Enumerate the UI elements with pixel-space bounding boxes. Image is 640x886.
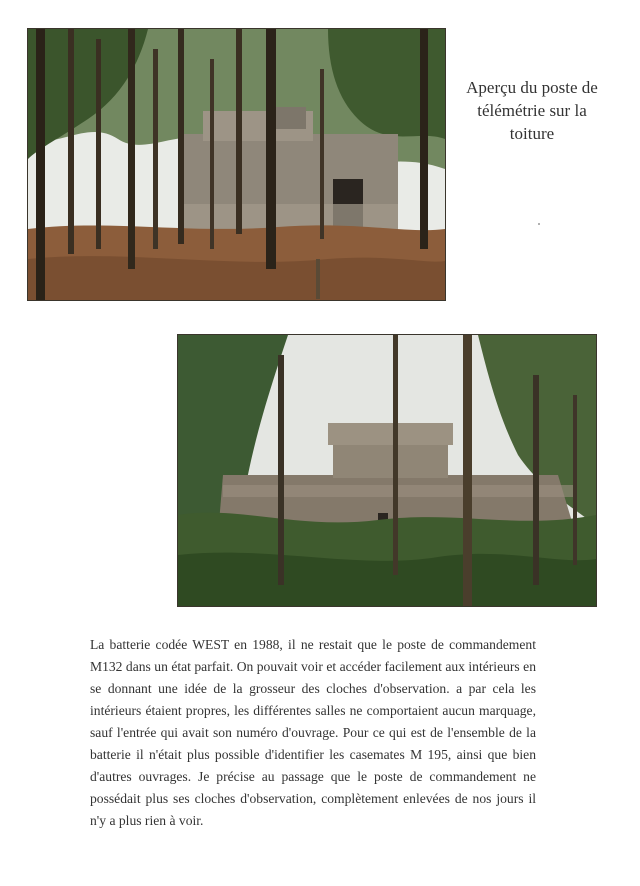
bunker-trees-image xyxy=(178,335,596,606)
photo-caption: Aperçu du poste de télémétrie sur la toiture xyxy=(466,78,598,143)
bunker-photo-bottom xyxy=(177,334,597,607)
bunker-forest-image xyxy=(28,29,445,300)
body-paragraph: La batterie codée WEST en 1988, il ne restait que le poste de commandement M132 dans un état parfait. On pouvait voir et accéder facilement aux intérieurs en se donnant une idée de la grosseur des cloches d'observation. a par cela les intérieurs étaient propres, les différentes salles ne comportaient aucun marquage, sauf l'entrée qui avait son numéro d'ouvrage. Pour ce qui est de l'ensemble de la batterie il n'était plus possible d'identifier les casemates M 195, ainsi que bien d'autres ouvrages. Je précise au passage que le poste de commandement ne possédait plus ses cloches d'observation, complètement enlevées de nos jours il n'y a plus rien à voir. xyxy=(90,637,536,828)
speck xyxy=(538,223,540,225)
bunker-photo-top xyxy=(27,28,446,301)
